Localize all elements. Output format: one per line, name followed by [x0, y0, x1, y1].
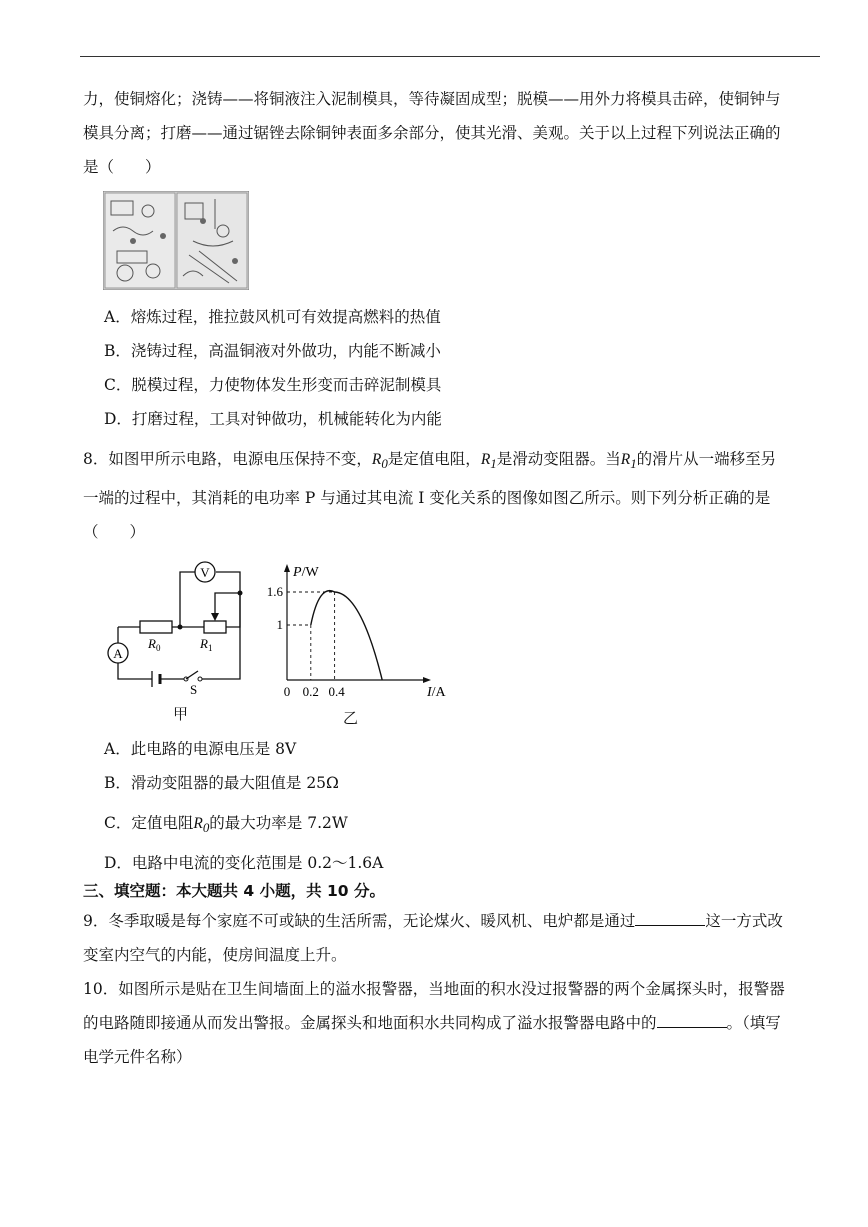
q10-text-line3: 电学元件名称）: [83, 1048, 192, 1066]
r1-symbol: $R_1$: [480, 451, 497, 472]
q7-option-d: D．打磨过程，工具对钟做功，机械能转化为内能: [104, 410, 442, 428]
r1-symbol-2: $R_1$: [620, 451, 637, 472]
q10-text-line2: 的电路随即接通从而发出警报。金属探头和地面积水共同构成了溢水报警器电路中的 。（填写: [83, 1014, 781, 1032]
section-3-heading: 三、填空题：本大题共 4 小题，共 10 分。: [83, 882, 385, 900]
q7-option-a: A．熔炼过程，推拉鼓风机可有效提高燃料的热值: [104, 308, 441, 326]
q8-line1-part-c: 是滑动变阻器。当: [496, 450, 621, 468]
resistor-r1: [204, 621, 226, 633]
q8-line1-part-d: 的滑片从一端移至另: [636, 450, 777, 468]
q8-option-b: B．滑动变阻器的最大阻值是 25Ω: [104, 774, 339, 792]
q8-text-line1: [83, 442, 823, 481]
resistor-r0: [140, 621, 172, 633]
q9-answer-blank[interactable]: [635, 911, 705, 926]
circuit-diagram: [100, 555, 260, 700]
x-axis-arrow-icon: [423, 677, 431, 683]
power-current-chart: [255, 558, 460, 703]
xtick-label-0: 0: [283, 684, 291, 699]
ytick-label-1: 1: [276, 617, 283, 632]
y-axis-label: P/W: [293, 565, 319, 580]
q8-option-d: D．电路中电流的变化范围是 0.2～1.6A: [104, 854, 384, 872]
switch-icon: [186, 671, 198, 679]
slider-arrow-icon: [211, 613, 219, 621]
q8-line1-part-b: 是定值电阻，: [387, 450, 481, 468]
q10-answer-blank[interactable]: [657, 1013, 727, 1028]
header-rule: [80, 56, 820, 57]
chart-caption: 乙: [343, 709, 359, 727]
series-curve: [311, 591, 382, 680]
svg-text:R0: $R_0$: [148, 636, 161, 653]
q8-option-a: A．此电路的电源电压是 8V: [104, 740, 297, 758]
xtick-label-0-4: 0.4: [328, 684, 345, 699]
ytick-label-1-6: 1.6: [266, 584, 283, 599]
q7-text-line3: 是（ ）: [83, 158, 161, 176]
q9-text-line1: 9．冬季取暖是每个家庭不可或缺的生活所需，无论煤火、暖风机、电炉都是通过 这一方式改: [83, 912, 783, 930]
q7-text-line2: 模具分离；打磨——通过锯锉去除铜钟表面多余部分，使其光滑、美观。关于以上过程下列说法正确的: [83, 124, 781, 142]
svg-text:R1: $R_1$: [200, 636, 213, 653]
q10-text-line1: 10．如图所示是贴在卫生间墙面上的溢水报警器，当地面的积水没过报警器的两个金属探头时，报警器: [83, 980, 785, 998]
x-axis-label: I/A: [427, 685, 446, 700]
r0-symbol-option: $R_0$: [193, 815, 210, 836]
q9-text-line2: 变室内空气的内能，使房间温度上升。: [83, 946, 347, 964]
svg-text:V: V: [200, 565, 210, 580]
xtick-label-0-2: 0.2: [302, 684, 319, 699]
q8-option-c: C．定值电阻$R_0$的最大功率是 7.2W: [104, 814, 348, 836]
q7-text-line1: 力，使铜熔化；浇铸——将铜液注入泥制模具，等待凝固成型；脱模——用外力将模具击碎，使铜钟与: [83, 90, 781, 108]
q7-option-b: B．浇铸过程，高温铜液对外做功，内能不断减小: [104, 342, 441, 360]
circuit-caption: 甲: [173, 705, 189, 723]
r0-symbol: $R_0$: [371, 451, 388, 472]
svg-text:A: A: [113, 646, 123, 661]
y-axis-arrow-icon: [284, 564, 290, 572]
bell-casting-illustration: [103, 191, 249, 290]
svg-text:S: S: [190, 682, 198, 697]
q7-option-c: C．脱模过程，力使物体发生形变而击碎泥制模具: [104, 376, 442, 394]
q8-text-line3: （ ）: [83, 523, 146, 541]
q8-text-line2: 一端的过程中，其消耗的电功率 P 与通过其电流 I 变化关系的图像如图乙所示。则下列分析正确的是: [83, 489, 771, 507]
q8-line1-part-a: 8．如图甲所示电路，电源电压保持不变，: [83, 450, 372, 468]
